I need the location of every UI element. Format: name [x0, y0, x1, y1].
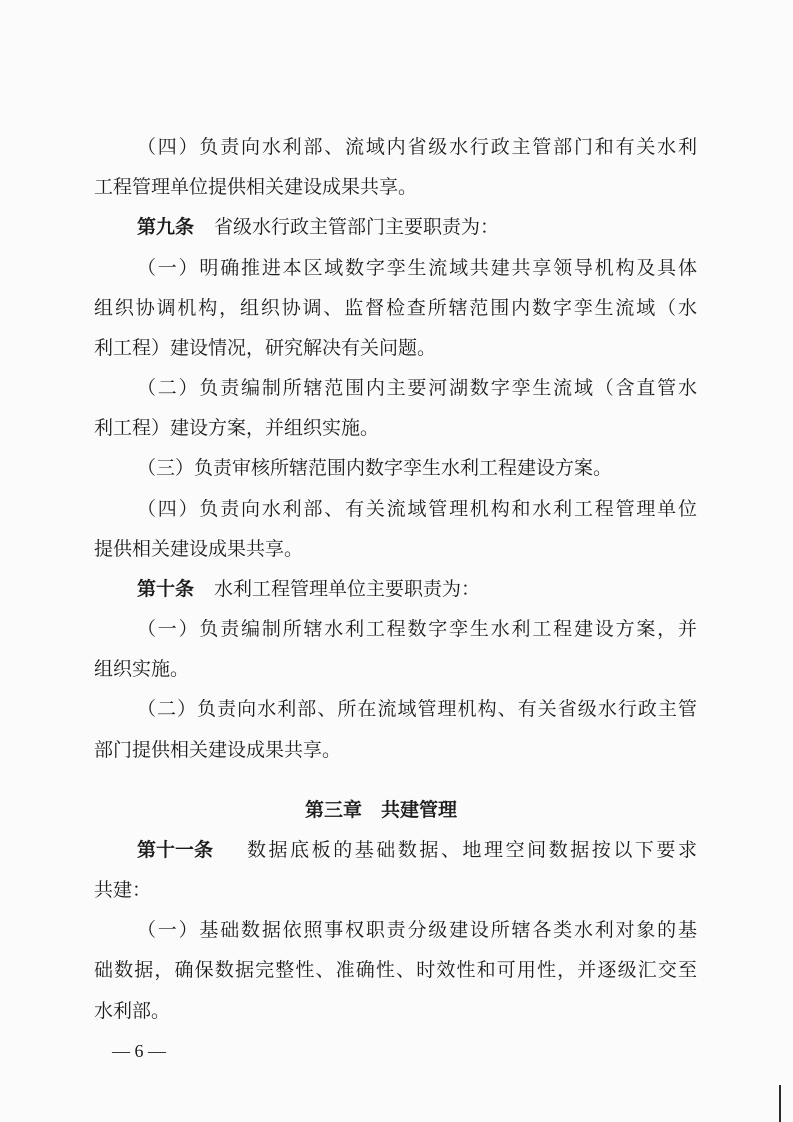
paragraph-line: 组织实施。: [94, 658, 190, 680]
chapter-heading: 第三章 共建管理: [305, 799, 458, 821]
paragraph-line: 工程管理单位提供相关建设成果共享。: [94, 176, 418, 198]
paragraph-line: （二）负责编制所辖范围内主要河湖数字孪生流域（含直管水: [137, 377, 697, 399]
article-number: 第十条: [137, 578, 195, 600]
article-text: 省级水行政主管部门主要职责为：: [214, 216, 500, 238]
paragraph-line: （一）明确推进本区域数字孪生流域共建共享领导机构及具体: [137, 257, 697, 279]
paragraph-line: 水利部。: [94, 1000, 171, 1022]
article-heading-line: [137, 215, 499, 239]
paragraph-line: （一）负责编制所辖水利工程数字孪生水利工程建设方案，并: [137, 618, 697, 640]
paragraph-line: 部门提供相关建设成果共享。: [94, 739, 342, 761]
paragraph-line: 提供相关建设成果共享。: [94, 538, 304, 560]
article-heading-line: [137, 577, 480, 601]
paragraph-line: 利工程）建设情况，研究解决有关问题。: [94, 337, 437, 359]
paragraph-line: 共建：: [94, 879, 152, 901]
paragraph-line: （一）基础数据依照事权职责分级建设所辖各类水利对象的基: [137, 919, 697, 941]
paragraph-line: 础数据，确保数据完整性、准确性、时效性和可用性，并逐级汇交至: [94, 959, 697, 981]
paragraph-line: 组织协调机构，组织协调、监督检查所辖范围内数字孪生流域（水: [94, 297, 697, 319]
paragraph-line: （二）负责向水利部、所在流域管理机构、有关省级水行政主管: [137, 698, 697, 720]
paragraph-line: （四）负责向水利部、有关流域管理机构和水利工程管理单位: [137, 498, 697, 520]
article-number: 第十一条: [137, 839, 214, 861]
article-text: 数据底板的基础数据、地理空间数据按以下要求: [247, 839, 697, 861]
article-text: 水利工程管理单位主要职责为：: [214, 578, 481, 600]
scan-edge-line: [779, 1085, 781, 1122]
article-heading-line: [137, 838, 697, 862]
article-number: 第九条: [137, 216, 195, 238]
paragraph-line: （四）负责向水利部、流域内省级水行政主管部门和有关水利: [137, 136, 697, 158]
paragraph-line: （三）负责审核所辖范围内数字孪生水利工程建设方案。: [137, 457, 613, 479]
page-number: — 6 —: [112, 1041, 166, 1061]
paragraph-line: 利工程）建设方案，并组织实施。: [94, 417, 380, 439]
